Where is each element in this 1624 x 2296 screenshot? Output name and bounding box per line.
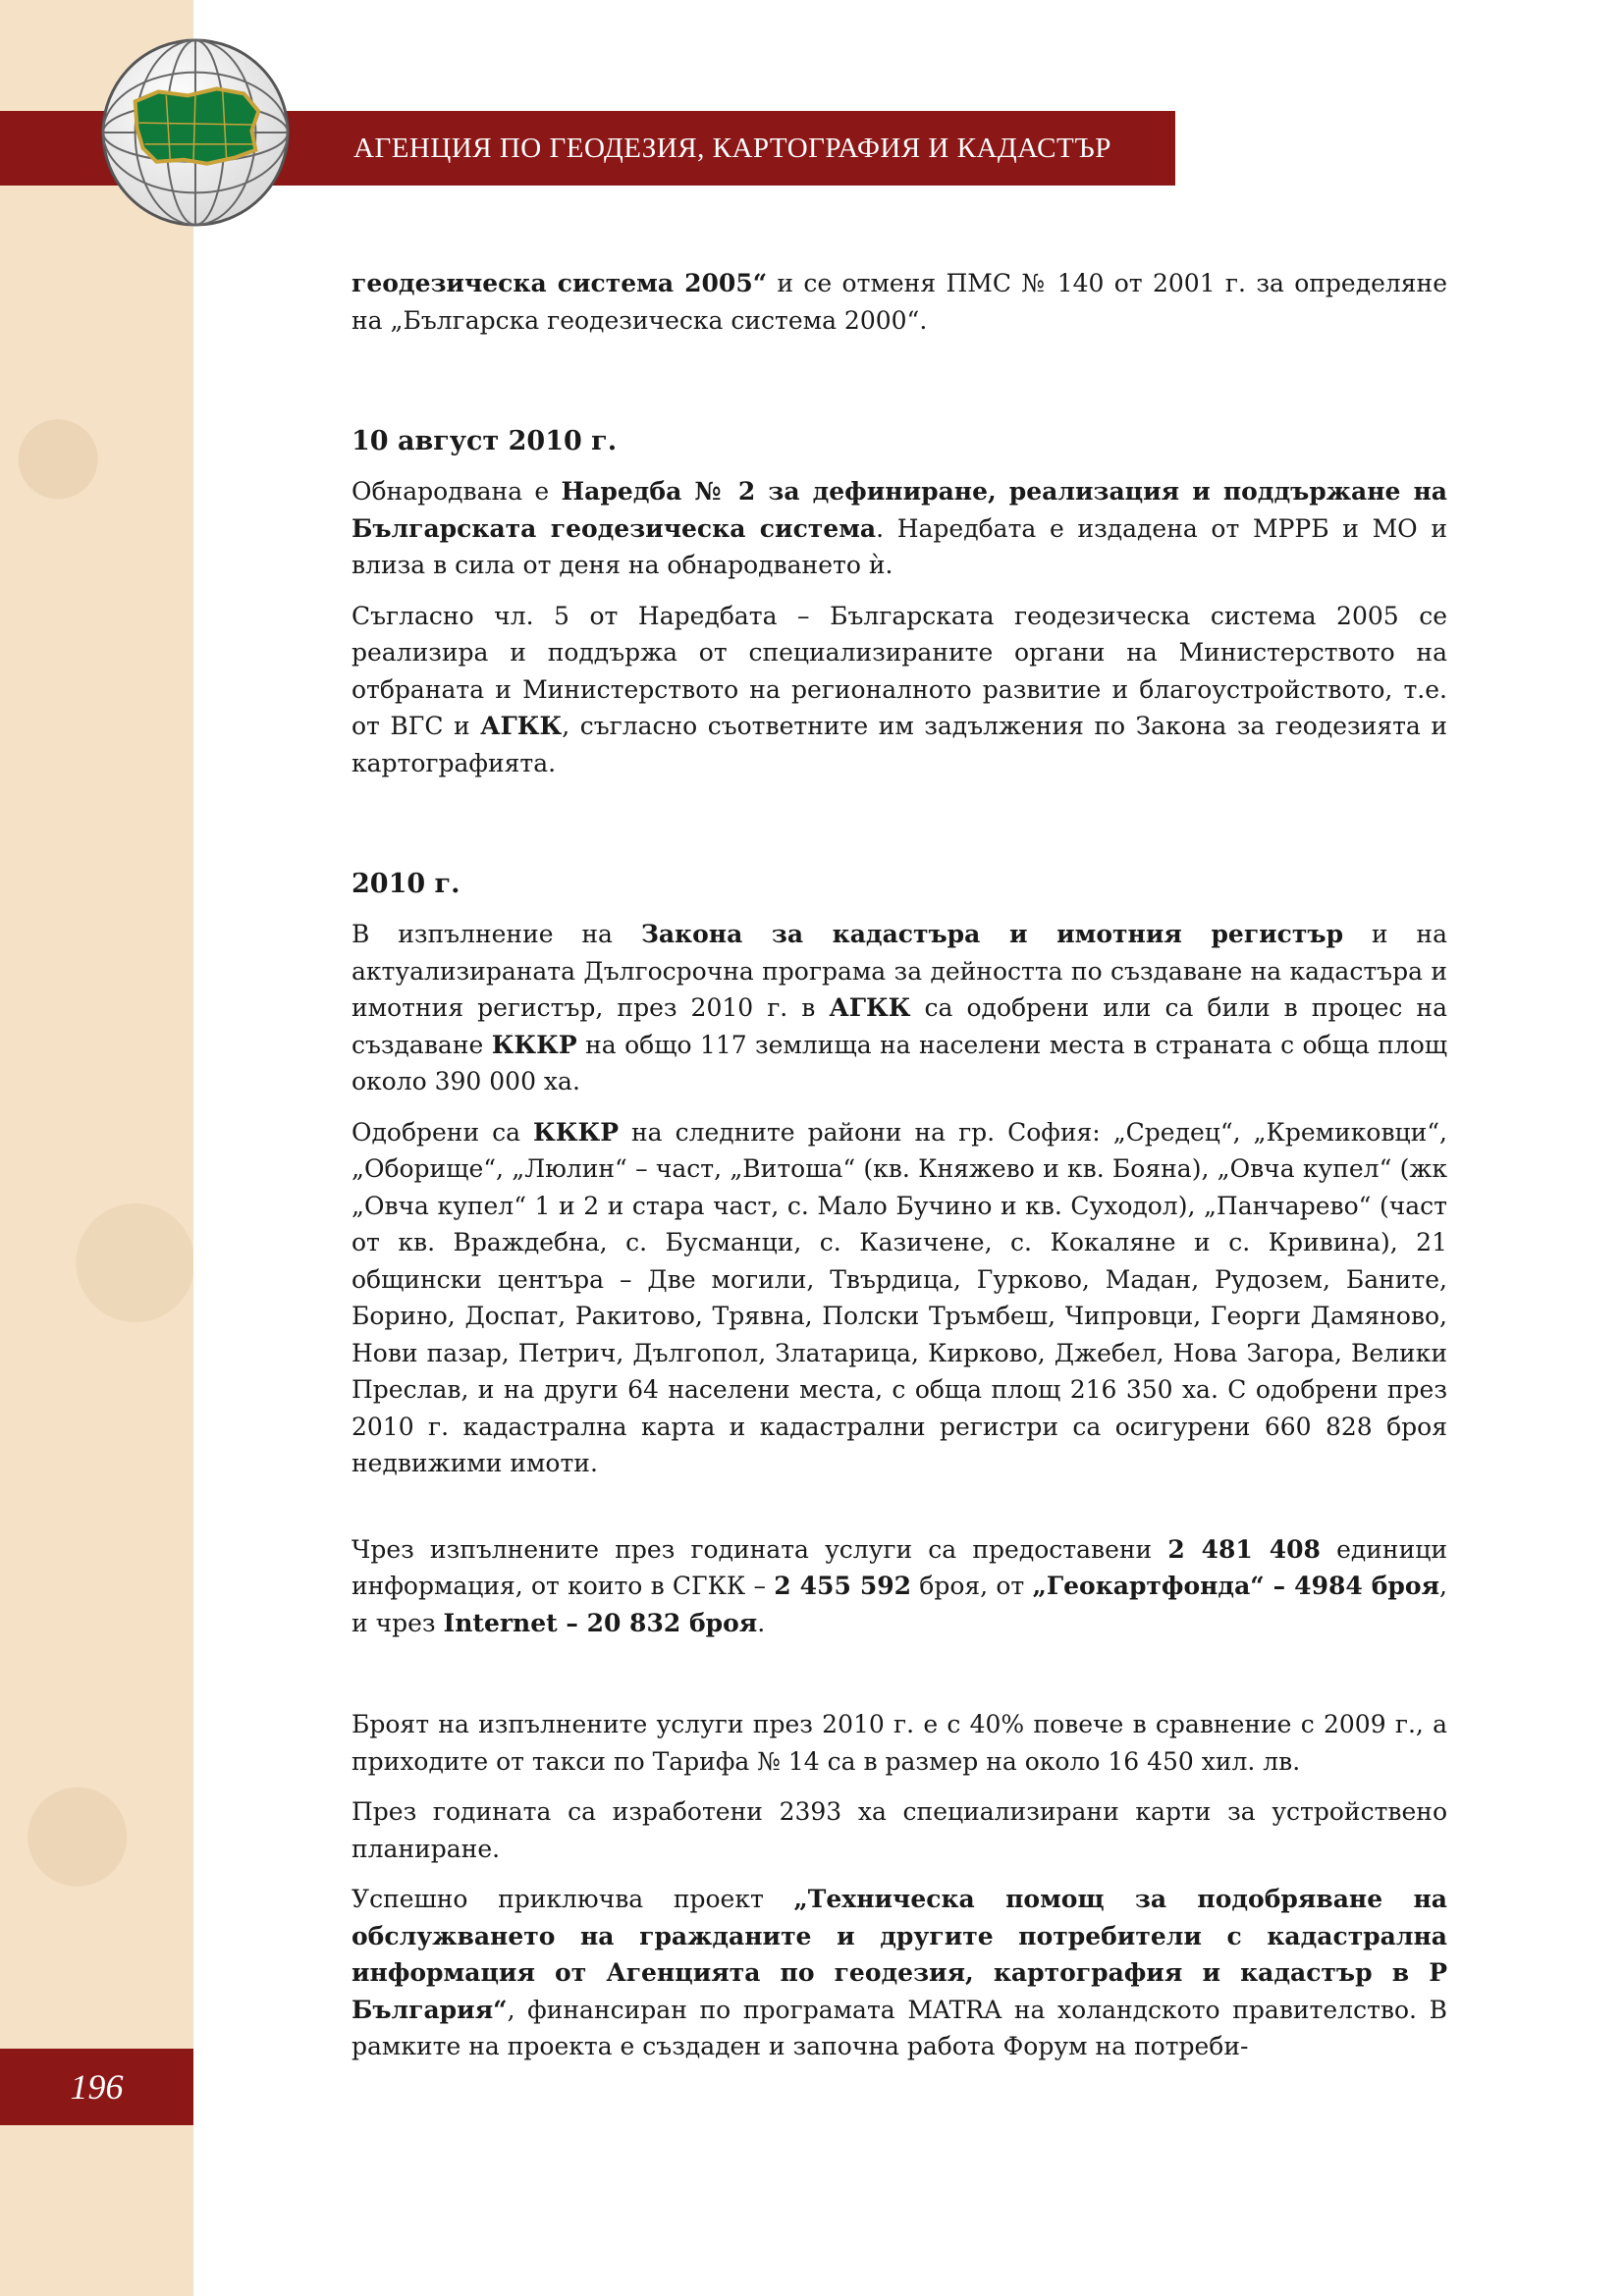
bold-text: АГКК [829, 993, 911, 1022]
page-number: 196 [70, 2067, 124, 2107]
paragraph-special-maps: През годината са изработени 2393 ха специализирани карти за устройствено планиране. [352, 1797, 1447, 1863]
bold-text: Наредба № 2 за дефиниране, реализация и поддържане на Българската геодезическа система [352, 477, 1447, 543]
bold-text: геодезическа система 2005“ [352, 269, 768, 297]
paragraph-service-growth: Броят на изпълнените услуги през 2010 г. е с 40% повече в сравнение с 2009 г., а приходите от такси по Тарифа № 14 са в размер на около 16 450 хил. лв. [352, 1710, 1447, 1776]
bold-text: АГКК [480, 712, 563, 740]
paragraph-text: В изпълнение на [352, 920, 641, 948]
paragraph-text: Чрез изпълнените през годината услуги са предоставени [352, 1534, 1168, 1564]
paragraph-text: са одобрени или са били в процес на създаване [352, 993, 1447, 1059]
paragraph-article5 [352, 598, 1447, 782]
agency-globe-logo-icon [98, 35, 293, 230]
bold-text: „Геокартфонда“ – 4984 броя [1032, 1572, 1440, 1600]
intro-paragraph [352, 265, 1447, 339]
paragraph-text: . Наредбата е издадена от МРРБ и МО и влиза в сила от деня на обнародването ѝ. [352, 513, 1447, 579]
bold-text: КККР [533, 1117, 620, 1147]
paragraph-text: , и чрез [352, 1572, 1447, 1637]
paragraph-text: единици информация, от които в СГКК – [352, 1534, 1447, 1600]
paragraph-services [352, 1531, 1447, 1642]
paragraph-text: на следните райони на гр. София: „Средец“, „Кремиковци“, „Оборище“, „Люлин“ – част, „Витоша“ (кв. Княжево и кв. Бояна), „Овча купел“ (жк „Овча купел“ 1 и 2 и стара част, с. Мало Бучино и кв. Суходол), „Панчарево“ (част от кв. Враждебна, с. Бусманци, с. Казичене, с. Кокаляне и с. Кривина), 21 общински центъра – Две могили, Твърдица, Гурково, Мадан, Рудозем, Баните, Борино, Доспат, Ракитово, Трявна, Полски Тръмбеш, Чипровци, Георги Дамяново, Нови пазар, Петрич, Дългопол, Златарица, Кирково, Джебел, Нова Загора, Велики Преслав, и на други 64 населени места, с обща площ 216 350 ха. С одобрени през 2010 г. кадастрална карта и кадастрални регистри са осигурени 660 828 броя недвижими имоти. [352, 1117, 1447, 1477]
paragraph-text: , съгласно съответните им задължения по Закона за геодезията и картографията. [352, 712, 1447, 777]
bold-text: КККР [491, 1030, 577, 1059]
paragraph-text: Обнародвана е [352, 477, 562, 506]
date-heading-2010: 2010 г. [352, 869, 460, 899]
paragraph-text: и се отменя ПМС № 140 от 2001 г. за определяне на „Българска геодезическа система 2000“. [352, 269, 1448, 335]
bold-text: 2 455 592 [774, 1572, 912, 1600]
paragraph-ordinance [352, 473, 1447, 584]
paragraph-text: и на актуализираната Дългосрочна програма за дейността по създаване на кадастъра и имотния регистър, през 2010 г. в [352, 920, 1447, 1022]
paragraph-cadastre-law [352, 916, 1447, 1100]
paragraph-text: броя, от [911, 1572, 1033, 1600]
paragraph-text: Одобрени са [352, 1117, 533, 1147]
paragraph-sofia-districts [352, 1114, 1447, 1482]
paragraph-text: , финансиран по програмата MATRA на холандското правителство. В рамките на проекта е създаден и започна работа Форум на потреби- [352, 1995, 1447, 2060]
paragraph-matra-project [352, 1881, 1447, 2065]
paragraph-text: на общо 117 землища на населени места в страната с обща площ около 390 000 ха. [352, 1030, 1447, 1095]
bold-text: Internet – 20 832 броя [443, 1608, 758, 1637]
paragraph-text: Успешно приключва проект [352, 1885, 794, 1913]
bold-text: Закона за кадастъра и имотния регистър [640, 920, 1344, 948]
date-heading-aug: 10 август 2010 г. [352, 426, 618, 456]
paragraph-text: Съгласно чл. 5 от Наредбата – Българската геодезическа система 2005 се реализира и поддържа от специализираните органи на Министерството на отбраната и Министерството на регионалното развитие и благоустройството, т.е. от ВГС и [352, 601, 1447, 740]
page-body [352, 265, 1447, 2065]
bold-text: 2 481 408 [1167, 1534, 1321, 1564]
bold-text: „Техническа помощ за подобряване на обслужването на гражданите и другите потребители с кадастрална информация от Агенцията по геодезия, картография и кадастър в Р България“ [352, 1885, 1448, 2024]
header-title: АГЕНЦИЯ ПО ГЕОДЕЗИЯ, КАРТОГРАФИЯ И КАДАСТЪР [353, 133, 1111, 164]
decorative-sidebar [0, 0, 193, 2296]
paragraph-text: . [757, 1608, 766, 1637]
